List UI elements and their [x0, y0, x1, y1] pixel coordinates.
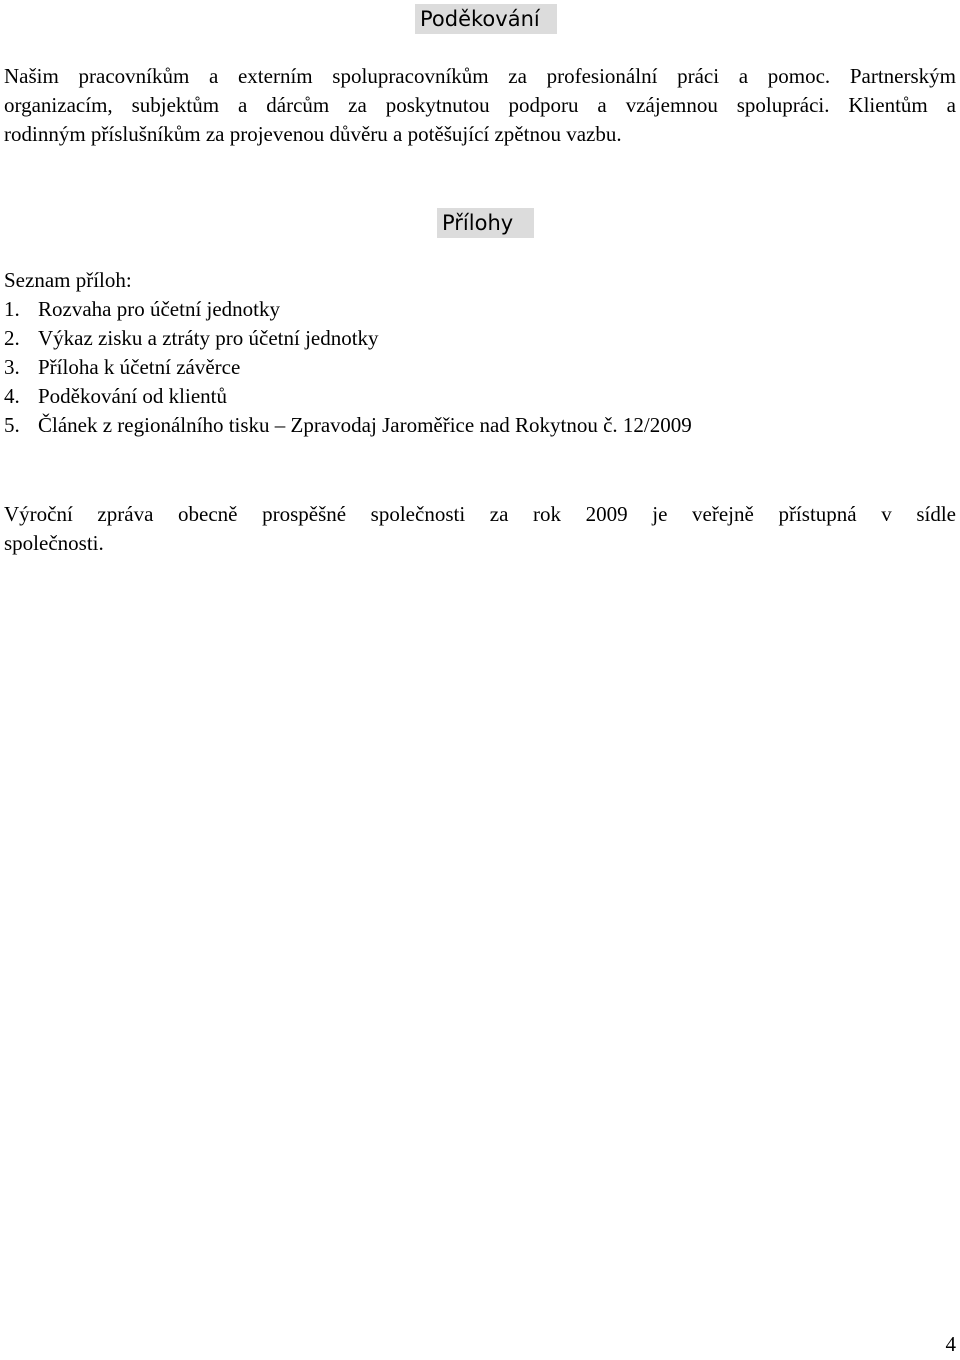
- list-item-text: Výkaz zisku a ztráty pro účetní jednotky: [38, 326, 379, 350]
- list-item: [4, 382, 692, 411]
- attachments-list-block: [4, 266, 692, 440]
- list-item-text: Příloha k účetní závěrce: [38, 355, 241, 379]
- list-item-number: 4.: [4, 384, 20, 408]
- section-heading-podekovani: Poděkování: [415, 4, 557, 34]
- section-heading-prilohy: Přílohy: [437, 208, 534, 238]
- list-item-number: 5.: [4, 413, 20, 437]
- thanks-line: rodinným příslušníkům za projevenou důvěru a potěšující zpětnou vazbu.: [4, 122, 622, 146]
- thanks-line: Našim pracovníkům a externím spolupracovníkům za profesionální práci a pomoc. Partnerským: [4, 64, 956, 88]
- list-item-number: 3.: [4, 355, 20, 379]
- list-item: [4, 324, 692, 353]
- annual-report-note: [4, 500, 956, 558]
- report-note-line: Výroční zpráva obecně prospěšné společnosti za rok 2009 je veřejně přístupná v sídle: [4, 502, 956, 526]
- report-note-line: společnosti.: [4, 531, 104, 555]
- list-item-text: Rozvaha pro účetní jednotky: [38, 297, 281, 321]
- list-item-number: 1.: [4, 297, 20, 321]
- list-item: [4, 353, 692, 382]
- list-item: [4, 411, 692, 440]
- attachments-list-label: Seznam příloh:: [4, 268, 132, 292]
- list-item-text: Poděkování od klientů: [38, 384, 227, 408]
- attachments-list: [4, 295, 692, 440]
- list-item: [4, 295, 692, 324]
- list-item-text: Článek z regionálního tisku – Zpravodaj Jaroměřice nad Rokytnou č. 12/2009: [38, 413, 692, 437]
- page-number: 4: [945, 1332, 956, 1356]
- thanks-line: organizacím, subjektům a dárcům za poskytnutou podporu a vzájemnou spolupráci. Klientům a: [4, 93, 956, 117]
- list-item-number: 2.: [4, 326, 20, 350]
- thanks-paragraph: [4, 62, 956, 149]
